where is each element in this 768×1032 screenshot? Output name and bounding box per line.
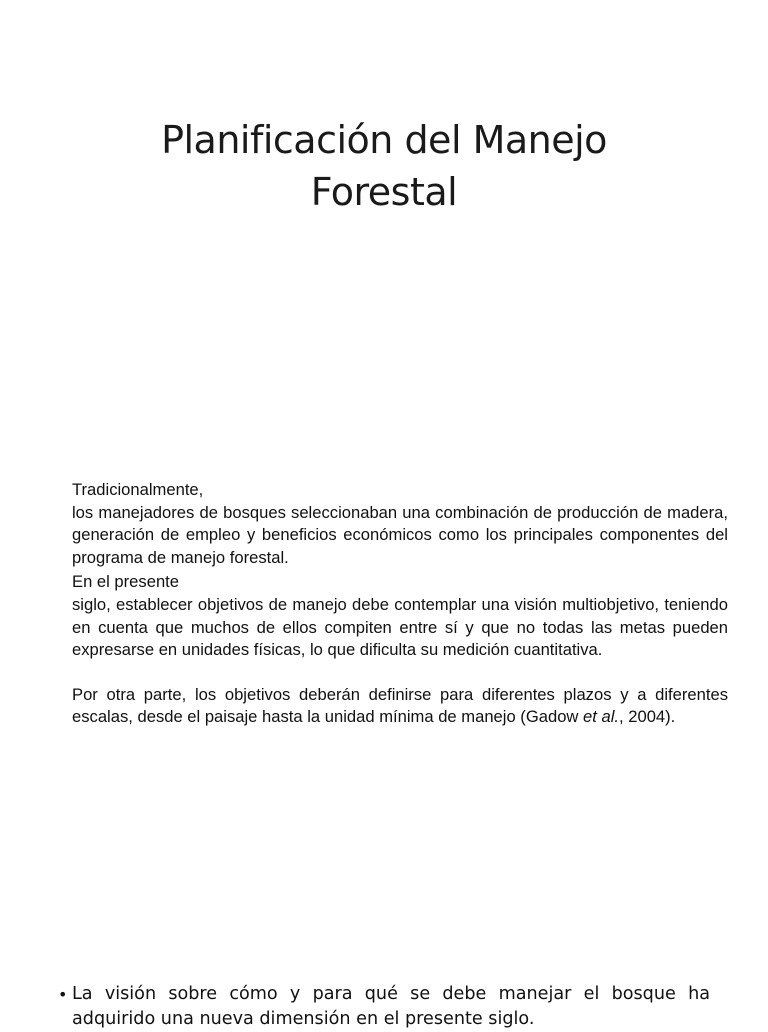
paragraph-traditional (72, 479, 728, 569)
paragraph-objectives (72, 684, 728, 729)
paragraph-spacer (72, 662, 728, 684)
bullet-item (58, 982, 710, 1032)
bullet-icon: • (58, 985, 68, 1004)
title-line-2: Forestal (310, 170, 458, 214)
bullet-list (58, 982, 710, 1032)
paragraph-body: siglo, establecer objetivos de manejo debe contemplar una visión multiobjetivo, teniendo en cuenta que muchos de ellos compiten entre sí y que no todas las metas pueden expresarse en unidades físicas, lo que dificulta su medición cuantitativa. (72, 594, 728, 660)
paragraph-body: los manejadores de bosques seleccionaban una combinación de producción de madera, generación de empleo y beneficios económicos como los principales componentes del programa de manejo forestal. (72, 502, 728, 567)
body-text-block (72, 479, 728, 729)
citation-italic: et al. (583, 707, 620, 727)
paragraph-present-century (72, 571, 728, 661)
paragraph-intro: Tradicionalmente, (72, 480, 204, 499)
paragraph-body: Por otra parte, los objetivos deberán definirse para diferentes plazos y a diferentes escalas, desde el paisaje hasta la unidad mínima de manejo (Gadow (72, 684, 728, 727)
slide-title (60, 114, 708, 218)
bullet-text: La visión sobre cómo y para qué se debe manejar el bosque ha adquirido una nueva dimensión en el presente siglo. (72, 984, 710, 1029)
paragraph-intro: En el presente (72, 572, 180, 592)
title-line-1: Planificación del Manejo (161, 118, 607, 162)
paragraph-body-end: , 2004). (619, 707, 676, 727)
